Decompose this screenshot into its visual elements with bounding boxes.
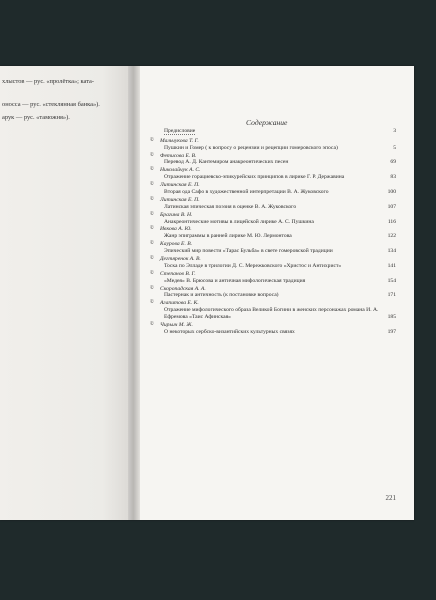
toc-entry [146,241,396,255]
toc-entry-page: 5 [393,144,396,151]
toc-entry-page: 3 [393,128,396,134]
book-gutter [128,66,140,520]
toc-entry [146,167,396,181]
toc-entry-title: Пушкин и Гомер ( к вопросу о рецензии и рецепции гомеровского эпоса) [164,144,338,151]
toc-entry-preface [146,128,396,135]
toc-entry [146,138,396,152]
toc-entry-title: «Медея» В. Брюсова и античная мифологическая традиция [164,277,306,284]
toc-entry-title: О некоторых сербско-византийских культурных связях [164,328,295,335]
toc-entry-author: © Николайчук А. С. [146,167,396,174]
toc-entry-author: © Дегтяренок А. В. [146,256,396,263]
left-page-line: оносса — рус. «стеклянная банка»). [2,101,100,108]
left-page [0,66,128,520]
toc-entry-page: 69 [390,159,396,166]
toc-entry-title: Предисловие [164,128,196,134]
toc-entry [146,212,396,226]
toc-entry-page: 122 [387,233,396,240]
toc-entry [146,197,396,211]
toc-entry-title: Отражение горациевско-эпикурейских принципов в лирике Г. Р. Державина [164,174,345,181]
toc-entry-page: 134 [387,248,396,255]
toc-entry-title: Тоска по Элладе в трилогии Д. С. Мережковского «Христос и Антихрист» [164,262,342,269]
toc-entry-author: © Литинская Е. П. [146,182,396,189]
toc-entry [146,153,396,167]
toc-entry-author: © Чирьич М. Ж. [146,322,396,329]
toc-entry-title: Отражение мифологического образа Великой Богини в женских персонажах романа И. А. Ефремова «Таис Афинская» [164,307,379,320]
toc-entry [146,271,396,285]
page-number: 221 [385,494,396,502]
toc-entry-page: 154 [387,277,396,284]
toc-heading: Содержание [246,118,288,127]
toc-entry-author: © Брагина В. Н. [146,212,396,219]
left-page-line: хлыстов — рус. «пролётка»; ката- [2,78,95,85]
toc-entry-author: © Литинская Е. П. [146,197,396,204]
toc-entry [146,300,396,320]
toc-entry [146,256,396,270]
toc-entry-author: © Каурова Е. В. [146,241,396,248]
toc-entry-page: 83 [390,174,396,181]
toc-entry-page: 185 [387,313,396,320]
toc-entry-author: © Агапитова Е. К. [146,300,396,307]
right-page [140,66,414,520]
toc-entry-author: © Скоропадская А. А. [146,286,396,293]
toc-entry-page: 116 [387,218,396,225]
toc-entry-page: 100 [387,188,396,195]
open-book [0,66,414,520]
left-page-line: арук — рус. «таможня»). [2,114,70,121]
toc-entry-title: Эпический мир повести «Тарас Бульба» в свете гомеровской традиции [164,248,333,255]
toc-entry-page: 197 [387,328,396,335]
toc-entry-title: Перевод А. Д. Кантемиром анакреонтических песен [164,159,289,166]
toc-entry [146,286,396,300]
toc-entry [146,322,396,336]
toc-entry-title: Пастернак и античность (к постановке вопроса) [164,292,279,299]
toc-entry [146,226,396,240]
toc-entry [146,182,396,196]
toc-entry-author: © Мальчукова Т. Г. [146,138,396,145]
toc-entry-author: © Ивкова А. Ю. [146,226,396,233]
toc-entry-page: 107 [387,203,396,210]
toc-entry-title: Вторая ода Сафо в художественной интерпретации В. А. Жуковского [164,188,329,195]
toc-entry-title: Анакреонтические мотивы в лицейской лирике А. С. Пушкина [164,218,314,225]
toc-entry-author: © Фетисова Е. В. [146,153,396,160]
table-of-contents [146,128,396,337]
toc-entry-page: 141 [387,262,396,269]
toc-entry-title: Жанр эпиграммы в ранней лирике М. Ю. Лермонтова [164,233,292,240]
toc-entry-author: © Степанов В. Г. [146,271,396,278]
toc-entry-title: Латинская эпическая поэзия в оценке В. А. Жуковского [164,203,297,210]
toc-entry-page: 171 [387,292,396,299]
